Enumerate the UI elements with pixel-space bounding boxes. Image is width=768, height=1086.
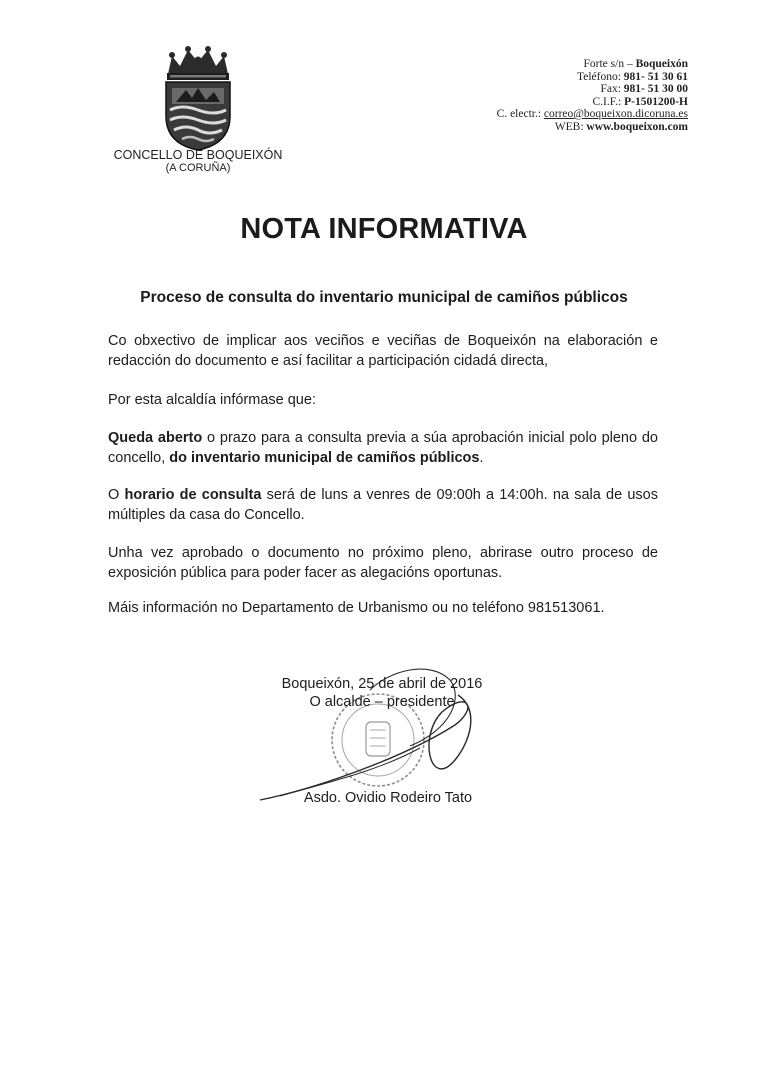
text-period: o prazo para a consulta previa a súa aprobación inicial polo pleno do concello,	[108, 430, 658, 466]
cif-value: P-1501200-H	[624, 95, 688, 108]
paragraph-schedule	[108, 485, 658, 525]
web-label: WEB:	[554, 120, 587, 133]
phone-label: Teléfono:	[577, 70, 624, 83]
address-prefix: Forte s/n –	[583, 58, 636, 70]
signature-role: O alcalde – presidente	[309, 694, 455, 710]
cif-label: C.I.F.:	[592, 95, 625, 108]
text-end: .	[479, 450, 484, 466]
paragraph-consultation-open	[108, 428, 658, 468]
email-link[interactable]: correo@boqueixon.dicoruna.es	[543, 108, 688, 120]
web-line	[368, 121, 688, 134]
emphasis-schedule: horario de consulta	[124, 487, 262, 503]
signatory-name: Asdo. Ovidio Rodeiro Tato	[303, 790, 473, 806]
council-name: CONCELLO DE BOQUEIXÓN	[113, 148, 283, 162]
council-region: (A CORUÑA)	[165, 162, 231, 174]
document-subtitle: Proceso de consulta do inventario municipal de camiños públicos	[140, 289, 628, 306]
signature-date-line: Boqueixón, 25 de abril de 2016	[281, 676, 483, 692]
paragraph-announcement: Por esta alcaldía infórmase que:	[108, 392, 316, 408]
web-link[interactable]: www.boqueixon.com	[586, 120, 688, 133]
paragraph-more-info: Máis información no Departamento de Urbanismo ou no teléfono 981513061.	[108, 600, 605, 616]
text-hours: será de luns a venres de 09:00h a 14:00h. na sala de usos múltiples da casa do Concello.	[108, 487, 658, 523]
document-title: NOTA INFORMATIVA	[240, 213, 528, 245]
emphasis-inventory: do inventario municipal de camiños públicos	[169, 450, 480, 466]
address-line	[368, 58, 688, 71]
emphasis-open: Queda aberto	[108, 430, 203, 446]
fax-label: Fax:	[600, 83, 624, 95]
phone-number: 981- 51 30 61	[623, 70, 688, 83]
phone-line	[368, 71, 688, 84]
email-line	[368, 108, 688, 121]
text-start: O	[108, 487, 125, 503]
municipal-crest-icon	[158, 44, 238, 152]
paragraph-next-steps: Unha vez aprobado o documento no próximo pleno, abrirase outro proceso de exposición pública para poder facer as alegacións oportunas.	[108, 545, 658, 581]
contact-block	[368, 58, 688, 133]
fax-number: 981- 51 30 00	[623, 83, 688, 95]
paragraph-intro: Co obxectivo de implicar aos veciños e veciñas de Boqueixón na elaboración e redacción do documento e así facilitar a participación cidadá directa,	[108, 333, 658, 369]
cif-line	[368, 96, 688, 109]
address-place: Boqueixón	[635, 58, 688, 70]
email-label: C. electr.:	[496, 108, 544, 120]
fax-line	[368, 83, 688, 96]
